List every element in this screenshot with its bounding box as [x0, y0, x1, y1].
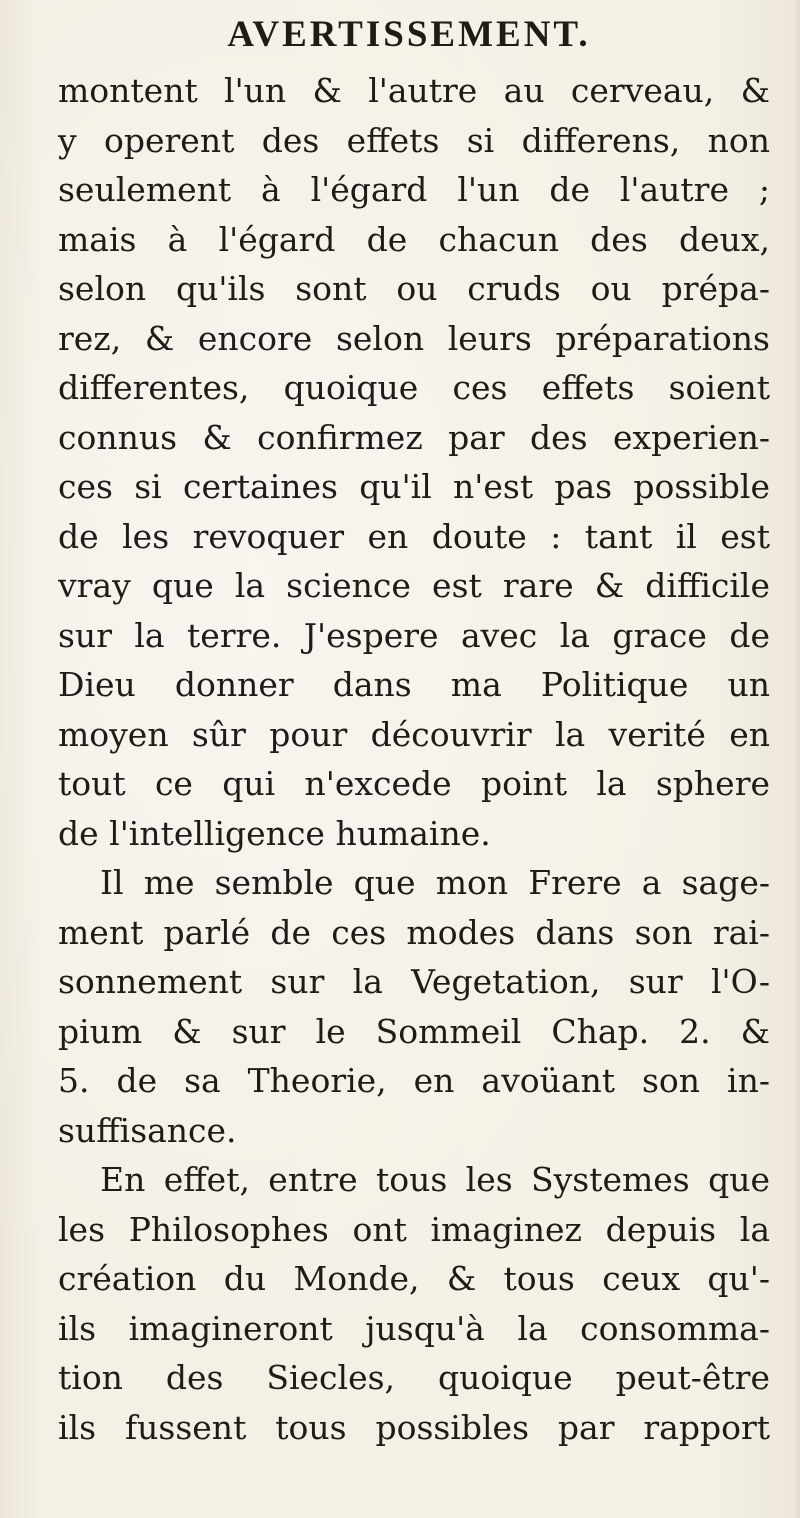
running-head: AVERTISSEMENT.	[227, 14, 591, 55]
page-edge-shadow	[794, 0, 800, 1518]
paragraph-end-line: suffisance.	[58, 1110, 237, 1150]
text-line: tion des Siecles, quoique peut-être	[58, 1358, 770, 1397]
text-line: tout ce qui n'excede point la sphere	[58, 764, 770, 803]
text-line: pium & sur le Sommeil Chap. 2. &	[58, 1011, 770, 1051]
paragraph-end-line: de l'intelligence humaine.	[58, 813, 491, 853]
text-line: ils imagineront jusqu'à la consomma-	[58, 1308, 770, 1348]
text-line: differentes, quoique ces effets soient	[58, 368, 770, 407]
text-line: montent l'un & l'autre au cerveau, &	[58, 71, 770, 110]
text-line: seulement à l'égard l'un de l'autre ;	[58, 170, 770, 209]
body-text	[58, 66, 770, 1452]
text-line: ment parlé de ces modes dans son rai-	[58, 912, 770, 952]
text-line: ils fussent tous possibles par rapport	[58, 1407, 770, 1447]
paragraph-start-line: Il me semble que mon Frere a sage-	[100, 863, 770, 902]
text-line: moyen sûr pour découvrir la verité en	[58, 714, 770, 754]
text-line: y operent des effets si differens, non	[58, 120, 770, 160]
text-line: sonnement sur la Vegetation, sur l'O-	[58, 962, 770, 1001]
text-line: les Philosophes ont imaginez depuis la	[58, 1209, 770, 1249]
paragraph-start-line: En effet, entre tous les Systemes que	[100, 1160, 770, 1199]
text-line: rez, & encore selon leurs préparations	[58, 318, 770, 358]
text-line: de les revoquer en doute : tant il est	[58, 516, 770, 556]
text-line: connus & confirmez par des experien-	[58, 417, 770, 457]
text-line: 5. de sa Theorie, en avoüant son in-	[58, 1061, 770, 1100]
text-line: sur la terre. J'espere avec la grace de	[58, 615, 770, 655]
text-line: Dieu donner dans ma Politique un	[58, 665, 770, 704]
text-line: selon qu'ils sont ou cruds ou prépa-	[58, 269, 770, 308]
text-line: ces si certaines qu'il n'est pas possible	[58, 467, 770, 506]
text-line: vray que la science est rare & difficile	[58, 566, 770, 605]
text-line: mais à l'égard de chacun des deux,	[58, 219, 770, 259]
text-line: création du Monde, & tous ceux qu'-	[58, 1259, 770, 1298]
